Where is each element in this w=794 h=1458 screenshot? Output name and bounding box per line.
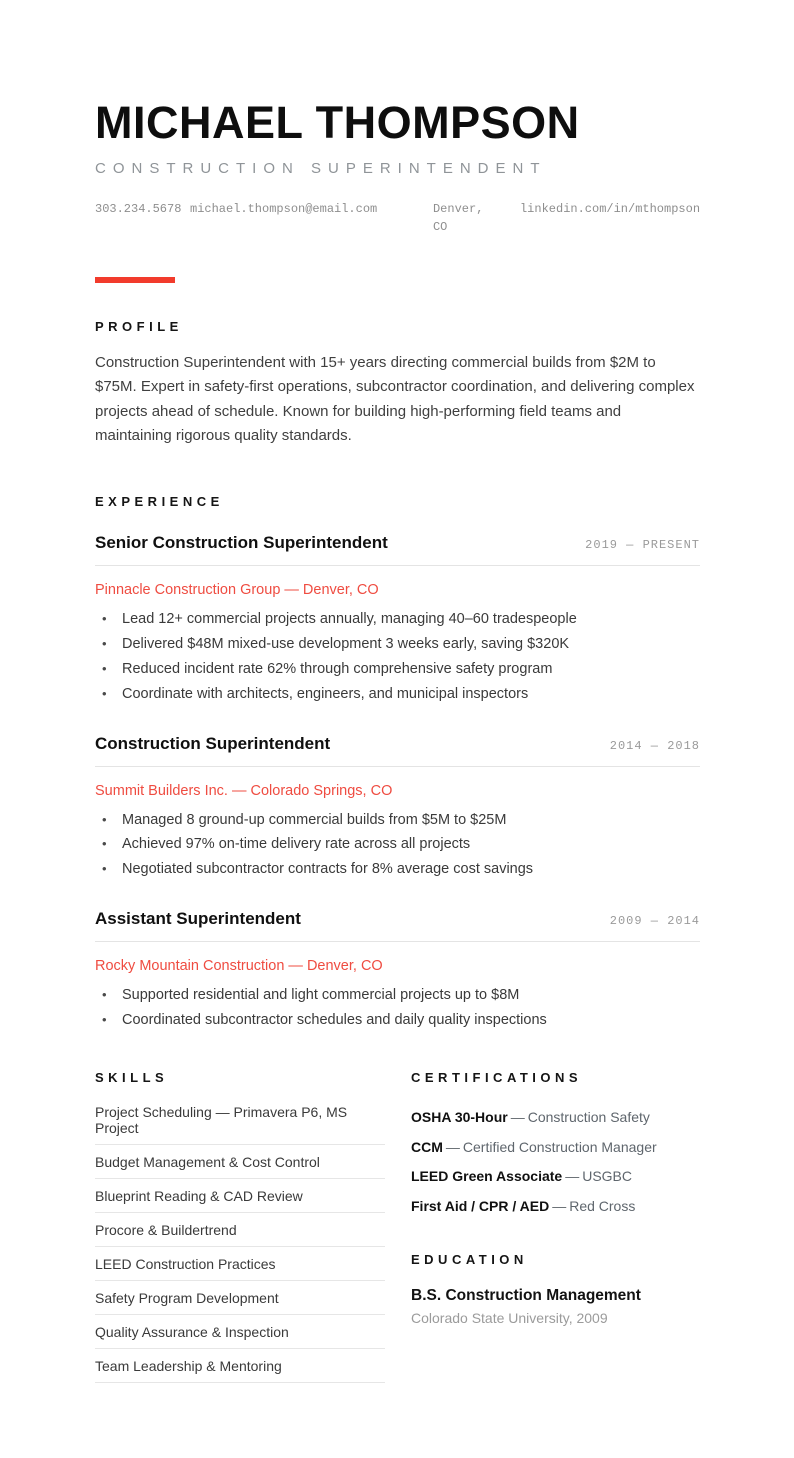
- certifications-section: [411, 1070, 700, 1215]
- job-bullet: • Delivered $48M mixed-use development 3 weeks early, saving $320K: [95, 635, 700, 654]
- job-bullet: • Lead 12+ commercial projects annually, managing 40–60 tradespeople: [95, 610, 700, 629]
- contact-email: michael.thompson@email.com: [190, 201, 378, 216]
- certifications-education-column: [411, 1070, 700, 1383]
- job-bullet: • Negotiated subcontractor contracts for 8% average cost savings: [95, 860, 700, 879]
- contact-row: [95, 200, 700, 237]
- skills-heading: SKILLS: [95, 1069, 169, 1085]
- job-header: [95, 533, 700, 566]
- bottom-columns: [95, 1070, 700, 1383]
- certification-name: LEED Green Associate: [411, 1168, 563, 1185]
- certification-separator: —: [552, 1198, 567, 1215]
- skills-column: [95, 1070, 385, 1383]
- job-entry: [95, 734, 700, 880]
- education-heading: EDUCATION: [411, 1252, 528, 1268]
- skill-item: Project Scheduling — Primavera P6, MS Project: [95, 1095, 385, 1145]
- certification-separator: —: [565, 1168, 580, 1185]
- skill-item: Procore & Buildertrend: [95, 1213, 385, 1247]
- contact-phone: 303.234.5678: [95, 201, 182, 216]
- job-dates: 2009 — 2014: [609, 914, 700, 929]
- job-entry: [95, 533, 700, 703]
- contact-linkedin: linkedin.com/in/mthompson: [519, 201, 701, 216]
- certification-name: CCM: [411, 1138, 443, 1155]
- certification-separator: —: [510, 1108, 525, 1125]
- certification-name: OSHA 30-Hour: [411, 1108, 508, 1125]
- certification-item: [411, 1198, 700, 1215]
- job-bullet: • Supported residential and light commercial projects up to $8M: [95, 986, 700, 1005]
- job-company: Summit Builders Inc. — Colorado Springs, CO: [95, 782, 393, 799]
- job-company: Pinnacle Construction Group — Denver, CO: [95, 582, 379, 599]
- job-dates: 2019 — PRESENT: [585, 538, 700, 553]
- contact-location: Denver, CO: [432, 201, 484, 235]
- job-header: [95, 909, 700, 942]
- certifications-heading: CERTIFICATIONS: [411, 1069, 583, 1085]
- skill-list: [95, 1095, 385, 1383]
- job-company: Rocky Mountain Construction — Denver, CO: [95, 958, 383, 975]
- certification-detail: Certified Construction Manager: [462, 1138, 657, 1155]
- candidate-name: MICHAEL THOMPSON: [95, 97, 580, 148]
- skill-item: Safety Program Development: [95, 1281, 385, 1315]
- job-bullet: • Coordinated subcontractor schedules and daily quality inspections: [95, 1011, 700, 1030]
- job-dates: 2014 — 2018: [609, 738, 700, 753]
- job-bullet-list: [95, 986, 700, 1030]
- accent-bar: [95, 277, 175, 283]
- job-bullet-list: [95, 811, 700, 880]
- education-degree: B.S. Construction Management: [411, 1287, 641, 1305]
- profile-section: [95, 319, 700, 448]
- certification-detail: Construction Safety: [527, 1108, 650, 1125]
- job-bullet: • Achieved 97% on-time delivery rate across all projects: [95, 835, 700, 854]
- job-title: Senior Construction Superintendent: [95, 533, 388, 553]
- skill-item: LEED Construction Practices: [95, 1247, 385, 1281]
- experience-heading: EXPERIENCE: [95, 494, 224, 510]
- job-bullet: • Managed 8 ground-up commercial builds from $5M to $25M: [95, 811, 700, 830]
- job-title: Assistant Superintendent: [95, 909, 301, 929]
- certification-name: First Aid / CPR / AED: [411, 1198, 550, 1215]
- certification-list: [411, 1109, 700, 1215]
- job-bullet: • Coordinate with architects, engineers, and municipal inspectors: [95, 685, 700, 704]
- resume-header: [95, 97, 701, 283]
- education-school: Colorado State University, 2009: [411, 1310, 608, 1327]
- job-bullet: • Reduced incident rate 62% through comprehensive safety program: [95, 660, 700, 679]
- certification-separator: —: [445, 1138, 460, 1155]
- certification-item: [411, 1109, 700, 1126]
- certification-detail: Red Cross: [569, 1198, 636, 1215]
- job-title: Construction Superintendent: [95, 733, 331, 753]
- profile-text: Construction Superintendent with 15+ years directing commercial builds from $2M to $75M. Expert in safety-first operations, subcontractor coordination, and delivering complex projects ahead of schedule. Known for building high-performing field teams and maintaining rigorous quality standards.: [95, 354, 695, 444]
- certification-detail: USGBC: [582, 1168, 633, 1185]
- profile-heading: PROFILE: [95, 319, 183, 335]
- skill-item: Blueprint Reading & CAD Review: [95, 1179, 385, 1213]
- job-header: [95, 734, 700, 767]
- skill-item: Quality Assurance & Inspection: [95, 1315, 385, 1349]
- certification-item: [411, 1139, 700, 1156]
- skill-item: Team Leadership & Mentoring: [95, 1349, 385, 1383]
- job-bullet-list: [95, 610, 700, 703]
- certification-item: [411, 1168, 700, 1185]
- skill-item: Budget Management & Cost Control: [95, 1145, 385, 1179]
- job-entry: [95, 909, 700, 1030]
- experience-section: [95, 494, 700, 1030]
- education-section: [411, 1252, 700, 1326]
- candidate-role-title: CONSTRUCTION SUPERINTENDENT: [95, 159, 547, 177]
